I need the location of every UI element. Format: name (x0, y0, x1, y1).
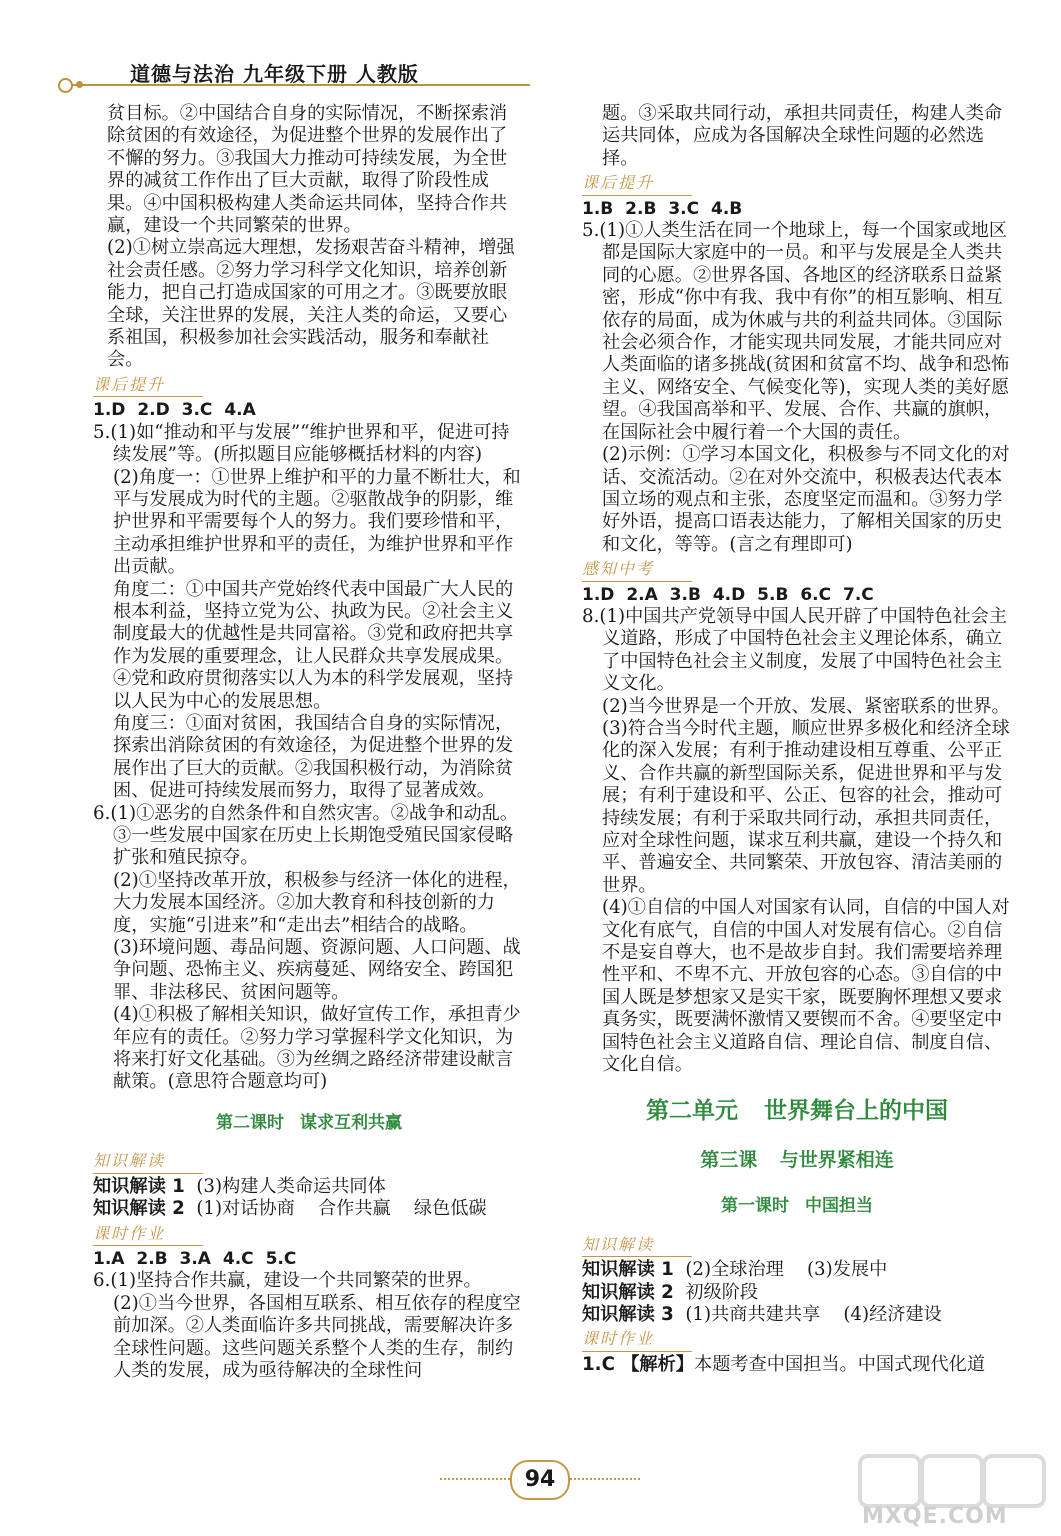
page-header (60, 56, 1020, 96)
section-tag-after-class: 课后提升 (93, 374, 166, 394)
knowledge-text: (1)共商共建共享 (4)经济建设 (673, 1303, 942, 1325)
footer-dotted-rule (440, 1478, 510, 1480)
book-title: 道德与法治 九年级下册 人教版 (130, 62, 419, 86)
choice-answers: 1.D 2.A 3.B 4.D 5.B 6.C 7.C (582, 584, 874, 605)
left-column (93, 103, 525, 1382)
knowledge-line (582, 1304, 1012, 1326)
question-1-analysis (582, 1354, 1012, 1376)
answer-paragraph: (2)①树立崇高远大理想，发扬艰苦奋斗精神，增强社会责任感。②努力学习科学文化知识，培养创新能力，把自己打造成国家的可用之才。③既要放眼全球，关注世界的发展，关注人类的命运，又要心系祖国，积极参加社会实践活动，服务和奉献社会。 (107, 237, 515, 371)
section-tag-homework: 课时作业 (93, 1223, 166, 1243)
question-6-answer: (3)环境问题、毒品问题、资源问题、人口问题、战争问题、恐怖主义、疾病蔓延、网络安全、跨国犯罪、非法移民、贫困问题等。 (113, 937, 521, 1003)
question-5-answer: (2)示例：①学习本国文化，积极参与不同文化的对话、交流活动。②在对外交流中，积极表达代表本国立场的观点和主张，态度坚定而温和。③努力学好外语，提高口语表达能力，了解相关国家的历史和文化，等等。(言之有理即可) (602, 444, 1010, 555)
question-8-answer: (3)符合当今时代主题，顺应世界多极化和经济全球化的深入发展；有利于推动建设相互尊重、公平正义、合作共赢的新型国际关系，促进世界和平与发展；有利于建设和平、公正、包容的社会，推动可持续发展；有利于采取共同行动，承担共同责任，应对全球性问题，谋求互利共赢，建设一个持久和平、普遍安全、共同繁荣、开放包容、清洁美丽的世界。 (602, 717, 1010, 896)
knowledge-line (93, 1198, 525, 1220)
section-tag-rule (582, 1256, 692, 1257)
lesson-title: 第三课 与世界紧相连 (700, 1148, 894, 1171)
lesson-title: 第二课时 谋求互利共赢 (216, 1112, 402, 1133)
section-tag-rule (582, 195, 692, 196)
unit-title: 第二单元 世界舞台上的中国 (645, 1098, 948, 1125)
header-ornament-dot (76, 81, 83, 88)
question-6-answer: (2)①坚持改革开放，积极参与经济一体化的进程，大力发展本国经济。②加大教育和科技创新的力度，实施“引进来”和“走出去”相结合的战略。 (113, 869, 521, 936)
knowledge-line (582, 1259, 1012, 1281)
watermark-url: MXQE.COM (862, 1504, 1008, 1529)
question-6-answer: (4)①积极了解相关知识，做好宣传工作，承担青少年应有的责任。②努力学习掌握科学文化知识，为将来打好文化基础。③为丝绸之路经济带建设献言献策。(意思符合题意均可) (113, 1004, 521, 1093)
knowledge-label: 知识解读 1 (93, 1175, 185, 1197)
section-tag-rule (582, 1351, 692, 1352)
section-tag-exam: 感知中考 (582, 559, 655, 579)
watermark-glyph-box (920, 1454, 984, 1508)
question-6-answer: 6.(1)坚持合作共赢，建设一个共同繁荣的世界。 (93, 1270, 482, 1292)
watermark-glyph-box (982, 1454, 1046, 1508)
knowledge-label: 知识解读 2 (93, 1198, 185, 1220)
answer-paragraph: 题。③采取共同行动，承担共同责任，构建人类命运共同体，应成为各国解决全球性问题的必然选择。 (602, 103, 1003, 169)
knowledge-text: (3)构建人类命运共同体 (184, 1175, 386, 1197)
header-ornament-circle (58, 78, 73, 93)
knowledge-line (93, 1176, 525, 1198)
page-number: 94 (510, 1460, 570, 1500)
choice-answers: 1.B 2.B 3.C 4.B (582, 198, 743, 219)
question-8-answer: 8.(1)中国共产党领导中国人民开辟了中国特色社会主义道路，形成了中国特色社会主义理论体系，确立了中国特色社会主义制度，发展了中国特色社会主义文化。 (582, 605, 1008, 695)
section-tag-rule (93, 396, 203, 397)
section-tag-knowledge: 知识解读 (93, 1151, 166, 1171)
answer-paragraph: 贫目标。②中国结合自身的实际情况，不断探索消除贫困的有效途径，为促进整个世界的发展作出了不懈的努力。③我国大力推动可持续发展，为全世界的减贫工作作出了巨大贡献，取得了阶段性成果。④中国积极构建人类命运共同体，坚持合作共赢，建设一个共同繁荣的世界。 (107, 103, 508, 237)
knowledge-text: (2)全球治理 (3)发展中 (673, 1259, 888, 1281)
question-5-answer: 角度二：①中国共产党始终代表中国最广大人民的根本利益，坚持立党为公、执政为民。②社会主义制度最大的优越性是共同富裕。③党和政府把共享作为发展的重要理念，让人民群众共享发展成果。④党和政府贯彻落实以人为本的科学发展观，坚持以人民为中心的发展思想。 (113, 578, 514, 712)
choice-answers: 1.A 2.B 3.A 4.C 5.C (93, 1248, 297, 1269)
site-watermark (858, 1452, 1048, 1532)
watermark-glyph-box (858, 1454, 922, 1508)
question-5-answer: 5.(1)如“推动和平与发展”“维护世界和平，促进可持续发展”等。(所拟题目应能够概括材料的内容) (93, 421, 510, 466)
knowledge-label: 知识解读 2 (582, 1281, 674, 1303)
section-tag-knowledge: 知识解读 (582, 1234, 655, 1254)
section-tag-homework: 课时作业 (582, 1329, 655, 1349)
period-title: 第一课时 中国担当 (721, 1196, 873, 1217)
analysis-label: 1.C 【解析】 (582, 1353, 694, 1375)
question-6-answer: (2)①当今世界，各国相互联系、相互依存的程度空前加深。②人类面临许多共同挑战，需要解决许多全球性问题。这些问题关系整个人类的生存，制约人类的发展，成为亟待解决的全球性问 (113, 1292, 521, 1381)
knowledge-line (582, 1282, 1012, 1304)
analysis-text: 本题考查中国担当。中国式现代化道 (694, 1353, 986, 1375)
section-tag-rule (582, 581, 692, 582)
question-8-answer: (4)①自信的中国人对国家有认同，自信的中国人对文化有底气，自信的中国人对发展有信心。②自信不是妄自尊大，也不是故步自封。我们需要培养理性平和、不卑不亢、开放包容的心态。③自信的中国人既是梦想家又是实干家，既要胸怀理想又要求真务实，既要满怀激情又要锲而不舍。④要坚定中国特色社会主义道路自信、理论自信、制度自信、文化自信。 (602, 897, 1010, 1076)
question-5-answer: 角度三：①面对贫困，我国结合自身的实际情况，探索出消除贫困的有效途径，为促进整个世界的发展作出了巨大的贡献。②我国积极行动，为消除贫困、促进可持续发展而努力，取得了显著成效。 (113, 712, 514, 802)
question-5-answer: 5.(1)①人类生活在同一个地球上，每一个国家或地区都是国际大家庭中的一员。和平与发展是全人类共同的心愿。②世界各国、各地区的经济联系日益紧密，形成“你中有我、我中有你”的相互影响、相互依存的局面，成为休戚与共的利益共同体。③国际社会必须合作，才能实现共同发展，才能共同应对人类面临的诸多挑战(贫困和贫富不均、战争和恐怖主义、网络安全、气候变化等)，实现人类的美好愿望。④我国高举和平、发展、合作、共赢的旗帜，在国际社会中履行着一个大国的责任。 (582, 220, 1010, 443)
question-5-answer: (2)角度一：①世界上维护和平的力量不断壮大，和平与发展成为时代的主题。②驱散战争的阴影，维护世界和平需要每个人的努力。我们要珍惜和平，主动承担维护世界和平的责任，为维护世界和平作出贡献。 (113, 466, 521, 578)
footer-dotted-rule (570, 1478, 640, 1480)
question-8-answer: (2)当今世界是一个开放、发展、紧密联系的世界。 (602, 695, 1010, 717)
right-column (582, 103, 1012, 1376)
section-tag-after-class: 课后提升 (582, 173, 655, 193)
section-tag-rule (93, 1173, 203, 1174)
section-tag-rule (93, 1245, 203, 1246)
knowledge-label: 知识解读 1 (582, 1259, 674, 1281)
choice-answers: 1.D 2.D 3.C 4.A (93, 400, 256, 421)
question-6-answer: 6.(1)①恶劣的自然条件和自然灾害。②战争和动乱。③一些发展中国家在历史上长期饱受殖民国家侵略扩张和殖民掠夺。 (93, 802, 519, 869)
page-footer (440, 1460, 640, 1500)
knowledge-label: 知识解读 3 (582, 1303, 674, 1325)
knowledge-text: 初级阶段 (673, 1281, 759, 1303)
knowledge-text: (1)对话协商 合作共赢 绿色低碳 (184, 1198, 487, 1220)
